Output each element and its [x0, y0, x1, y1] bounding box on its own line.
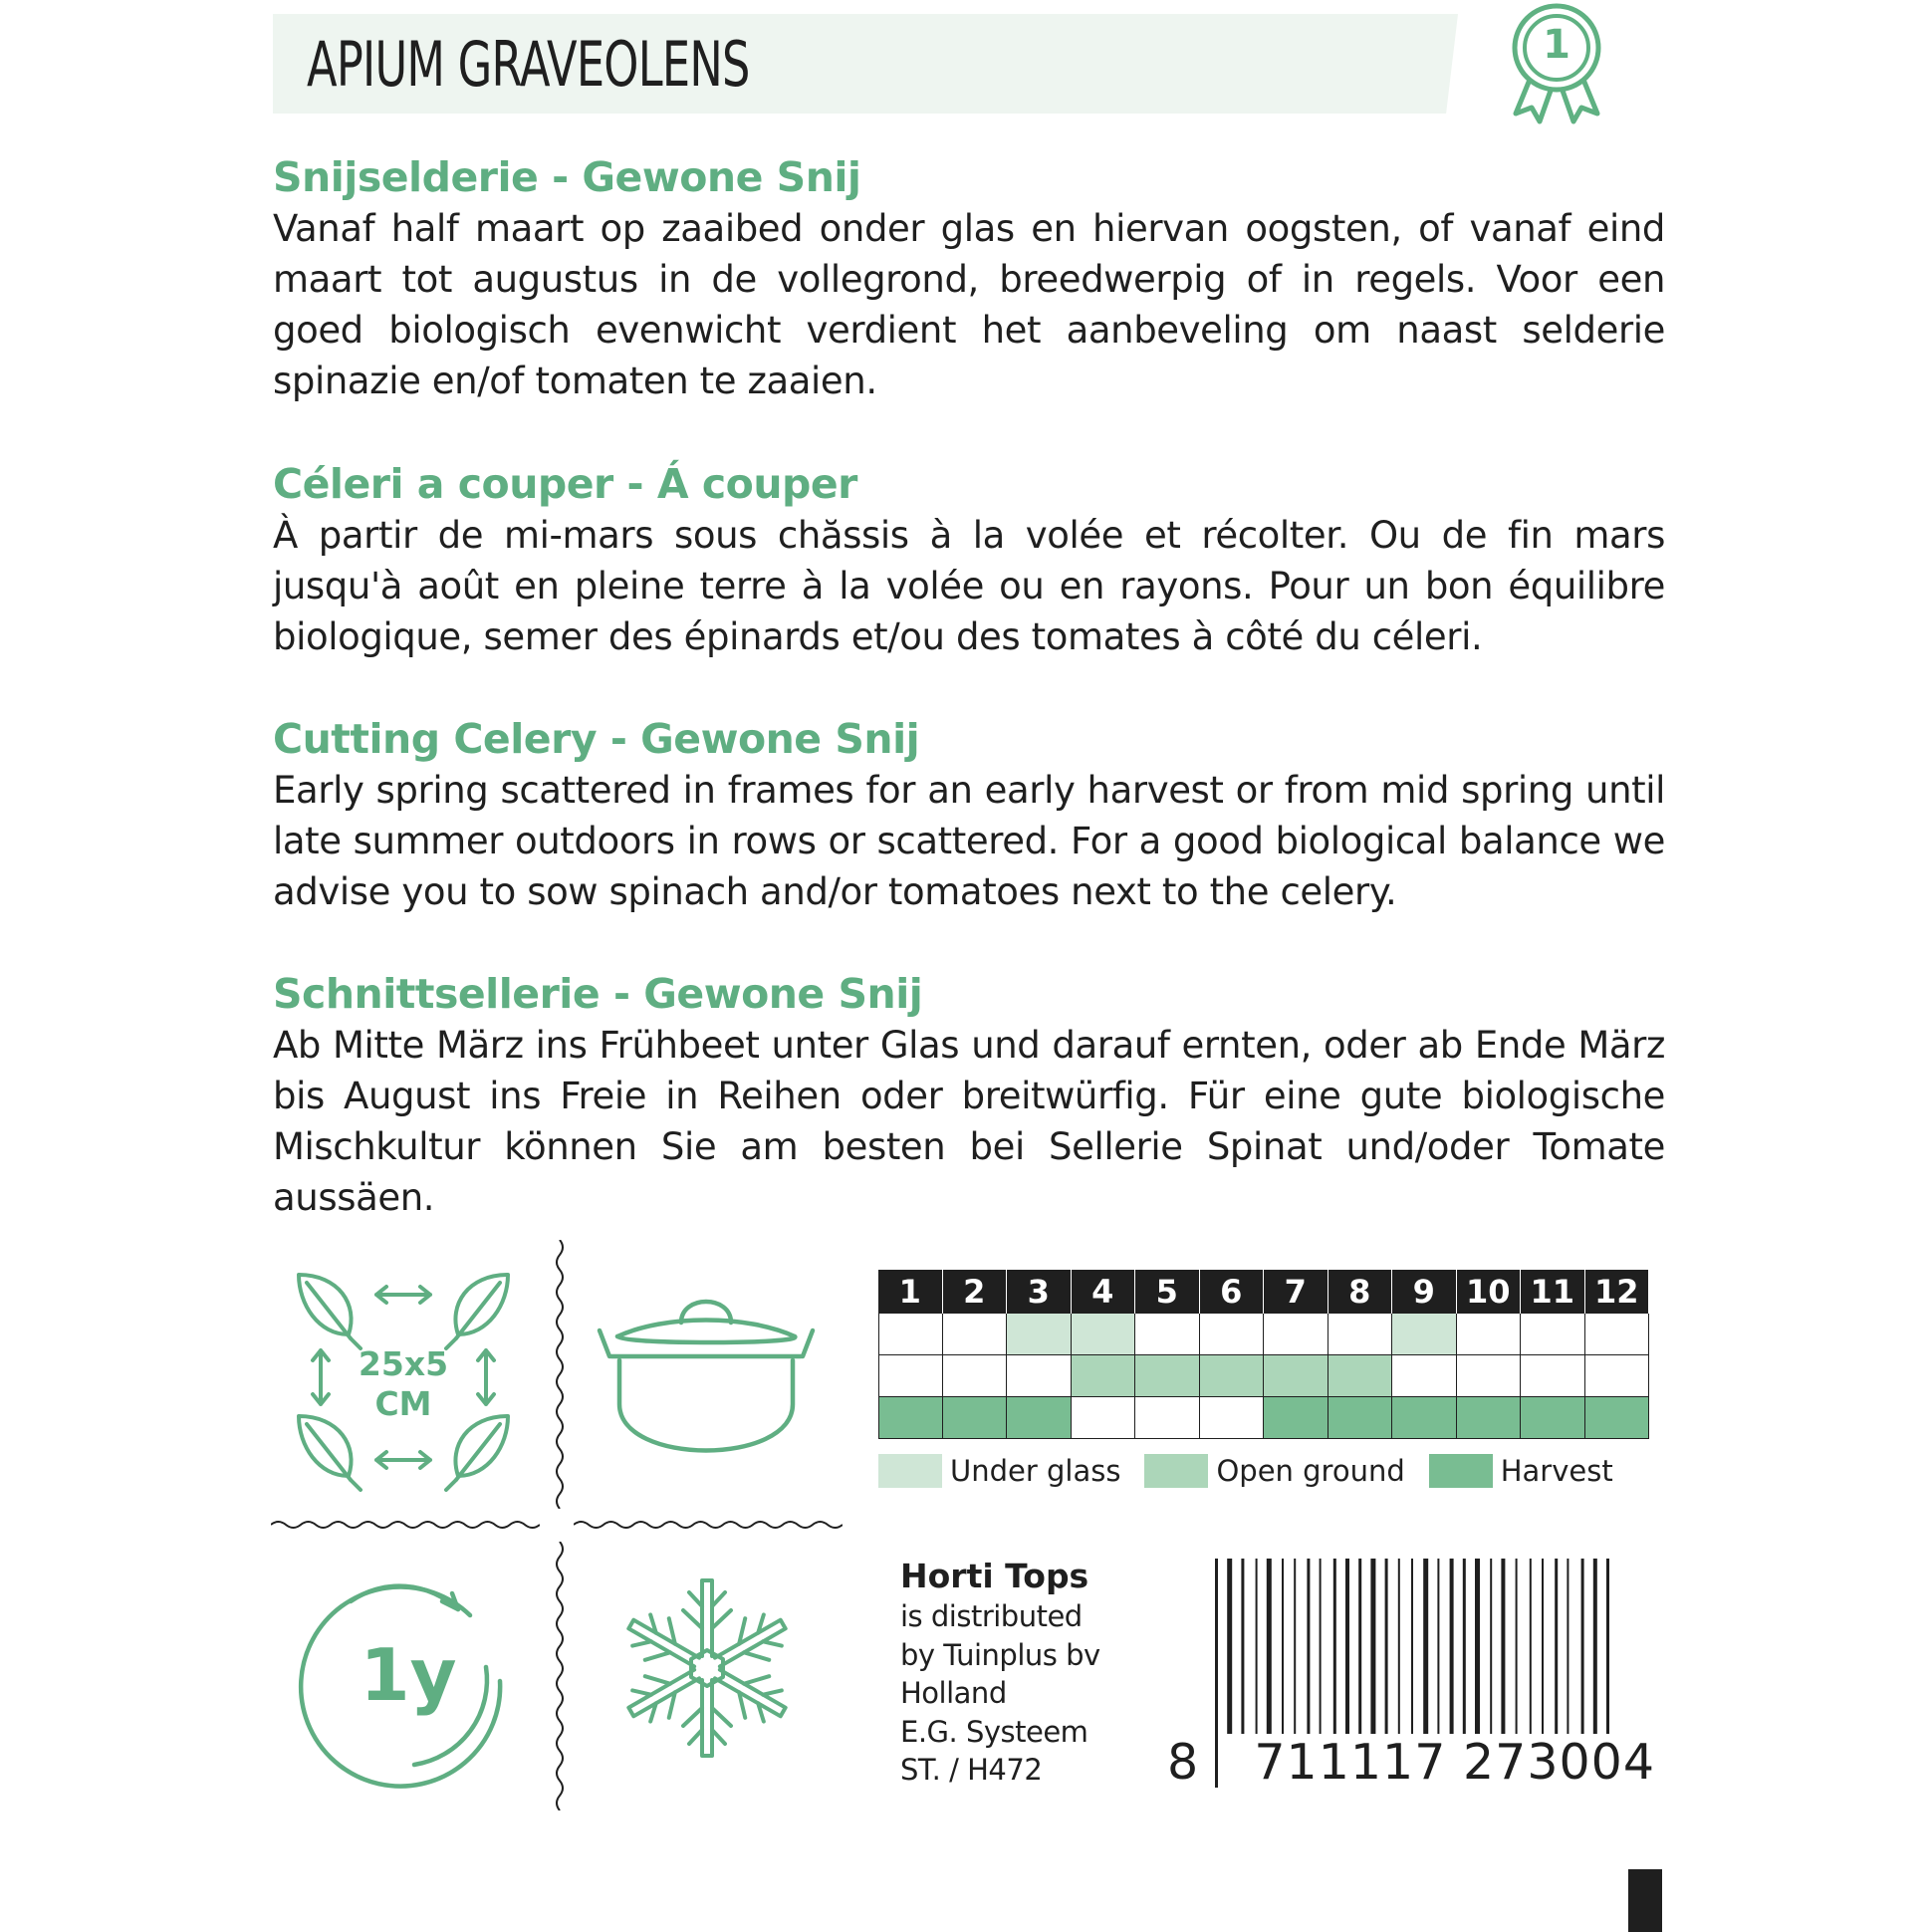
calendar-row-under_glass [878, 1314, 1649, 1355]
section-german [273, 968, 1665, 1223]
calendar-cell [878, 1397, 943, 1439]
distributor-line: E.G. Systeem [900, 1714, 1088, 1749]
barcode-right-group: 273004 [1462, 1734, 1656, 1791]
barcode-bar [1241, 1559, 1244, 1734]
distributor-line: by Tuinplus bv [900, 1637, 1100, 1672]
barcode-bar [1333, 1559, 1336, 1734]
calendar-cell [1328, 1397, 1393, 1439]
snowflake-icon [617, 1573, 797, 1763]
distributor-line: is distributed [900, 1599, 1083, 1633]
calendar-cell [943, 1314, 1008, 1355]
award-ribbon-icon [1502, 2, 1611, 125]
calendar-cell [1264, 1314, 1328, 1355]
calendar-cell [1072, 1355, 1136, 1397]
legend-label: Harvest [1500, 1454, 1613, 1488]
distributor-line: ST. / H472 [900, 1753, 1043, 1787]
section-body: Vanaf half maart op zaaibed onder glas en hiervan oogsten, of vanaf eind maart tot augustus in de vollegrond, breedwerpig of in regels. Voor een goed biologisch evenwicht verdient het aanbeveling om naast selderie spinazie en/of tomaten te zaaien. [273, 207, 1665, 402]
calendar-month-9: 9 [1392, 1270, 1457, 1314]
wavy-divider-horizontal [574, 1517, 843, 1533]
section-heading: Schnittsellerie - Gewone Snij [273, 970, 923, 1018]
section-heading: Snijselderie - Gewone Snij [273, 153, 861, 201]
barcode-bar [1256, 1559, 1258, 1734]
calendar-cell [1264, 1355, 1328, 1397]
section-body: À partir de mi-mars sous chăssis à la volée et récolter. Ou de fin mars jusqu'à août en pleine terre à la volée ou en rayons. Pour un bon équilibre biologique, semer des épinards et/ou des tomates à côté du céleri. [273, 514, 1665, 658]
calendar-cell [1392, 1355, 1457, 1397]
calendar-cell [1328, 1314, 1393, 1355]
calendar-cell [1135, 1314, 1200, 1355]
calendar-cell [1007, 1397, 1072, 1439]
barcode-bar [1398, 1559, 1400, 1734]
calendar-cell [1585, 1397, 1650, 1439]
calendar-cell [1072, 1397, 1136, 1439]
calendar-month-3: 3 [1007, 1270, 1072, 1314]
spacing-unit: CM [374, 1384, 432, 1423]
barcode-left-group: 711117 [1254, 1734, 1447, 1791]
calendar-row-harvest [878, 1397, 1649, 1439]
calendar-cell [1457, 1314, 1522, 1355]
calendar-cell [943, 1397, 1008, 1439]
section-heading: Cutting Celery - Gewone Snij [273, 715, 920, 763]
barcode-first-digit: 8 [1167, 1734, 1200, 1791]
legend-swatch [1429, 1454, 1493, 1488]
calendar-cell [1200, 1314, 1265, 1355]
barcode-bar [1542, 1559, 1544, 1734]
calendar-cell [943, 1355, 1008, 1397]
calendar-cell [1521, 1355, 1585, 1397]
barcode-bar [1370, 1559, 1375, 1734]
calendar-cell [1200, 1397, 1265, 1439]
cooking-pot-icon [596, 1285, 817, 1474]
barcode-bar [1530, 1559, 1532, 1734]
calendar-header [878, 1270, 1649, 1314]
calendar-cell [1135, 1397, 1200, 1439]
section-english [273, 713, 1665, 917]
calendar-cell [1200, 1355, 1265, 1397]
barcode-bar [1501, 1559, 1505, 1734]
calendar-cell [1457, 1355, 1522, 1397]
calendar-month-12: 12 [1585, 1270, 1650, 1314]
calendar-cell [1585, 1355, 1650, 1397]
lifespan-label: 1y [360, 1633, 457, 1717]
brand-name: Horti Tops [900, 1557, 1089, 1595]
section-french [273, 458, 1665, 662]
calendar-month-6: 6 [1200, 1270, 1265, 1314]
barcode-number [1167, 1731, 1655, 1795]
barcode-bar [1593, 1559, 1597, 1734]
barcode-bar [1463, 1559, 1466, 1734]
section-body: Ab Mitte März ins Frühbeet unter Glas und darauf ernten, oder ab Ende März bis August ins Freie in Reihen oder breitwürfig. Für eine gute biologische Mischkultur können Sie am besten bei Sellerie Spinat und/oder Tomate aussäen. [273, 1024, 1665, 1219]
calendar-cell [1521, 1397, 1585, 1439]
barcode-bar [1385, 1559, 1388, 1734]
legend-label: Under glass [950, 1454, 1121, 1488]
legend-item [878, 1454, 1120, 1488]
calendar-month-2: 2 [943, 1270, 1008, 1314]
latin-name: APIUM GRAVEOLENS [307, 28, 750, 101]
legend-item [1429, 1454, 1613, 1488]
distributor-line: Holland [900, 1676, 1007, 1710]
barcode-bar [1320, 1559, 1322, 1734]
calendar-cell [1585, 1314, 1650, 1355]
barcode-bar [1490, 1559, 1492, 1734]
calendar-body [878, 1314, 1649, 1439]
calendar-month-4: 4 [1072, 1270, 1136, 1314]
barcode-bar [1307, 1559, 1310, 1734]
calendar-cell [1521, 1314, 1585, 1355]
barcode-bar [1423, 1559, 1428, 1734]
calendar-cell [1392, 1314, 1457, 1355]
barcode-bar [1516, 1559, 1518, 1734]
calendar-cell [878, 1355, 943, 1397]
barcode-bar [1581, 1559, 1584, 1734]
calendar-cell [1457, 1397, 1522, 1439]
legend-swatch [878, 1454, 942, 1488]
wavy-divider-horizontal [271, 1517, 540, 1533]
section-dutch [273, 151, 1665, 406]
calendar-month-10: 10 [1457, 1270, 1522, 1314]
sowing-calendar [878, 1270, 1649, 1439]
spacing-value: 25x5 [358, 1344, 449, 1383]
calendar-row-open_ground [878, 1355, 1649, 1397]
calendar-cell [1072, 1314, 1136, 1355]
wavy-divider-vertical [552, 1240, 568, 1509]
barcode-bar [1450, 1559, 1454, 1734]
distributor-info [900, 1556, 1100, 1790]
calendar-month-11: 11 [1521, 1270, 1585, 1314]
plant-spacing-label [354, 1344, 453, 1424]
calendar-month-1: 1 [878, 1270, 943, 1314]
barcode-bar [1567, 1559, 1569, 1734]
calendar-cell [1392, 1397, 1457, 1439]
barcode-bar [1227, 1559, 1232, 1734]
barcode-bar [1437, 1559, 1439, 1734]
barcode-bar [1358, 1559, 1361, 1734]
calendar-legend [878, 1454, 1637, 1488]
calendar-month-7: 7 [1264, 1270, 1328, 1314]
calendar-cell [1007, 1355, 1072, 1397]
calendar-cell [1007, 1314, 1072, 1355]
section-heading: Céleri a couper - Á couper [273, 460, 857, 508]
barcode-bar [1345, 1559, 1349, 1734]
legend-label: Open ground [1216, 1454, 1405, 1488]
wavy-divider-vertical [552, 1542, 568, 1811]
badge-number: 1 [1543, 22, 1570, 68]
calendar-cell [1135, 1355, 1200, 1397]
calendar-cell [1264, 1397, 1328, 1439]
calendar-month-8: 8 [1328, 1270, 1393, 1314]
calendar-cell [878, 1314, 943, 1355]
barcode-bar [1475, 1559, 1480, 1734]
barcode-bar [1267, 1559, 1272, 1734]
legend-swatch [1144, 1454, 1208, 1488]
barcode-bar [1282, 1559, 1284, 1734]
calendar-month-5: 5 [1135, 1270, 1200, 1314]
section-body: Early spring scattered in frames for an early harvest or from mid spring until late summer outdoors in rows or scattered. For a good biological balance we advise you to sow spinach and/or tomatoes next to the celery. [273, 769, 1665, 913]
barcode-bar [1294, 1559, 1296, 1734]
legend-item [1144, 1454, 1404, 1488]
registration-mark [1628, 1869, 1662, 1932]
calendar-cell [1328, 1355, 1393, 1397]
barcode-bar [1555, 1559, 1558, 1734]
